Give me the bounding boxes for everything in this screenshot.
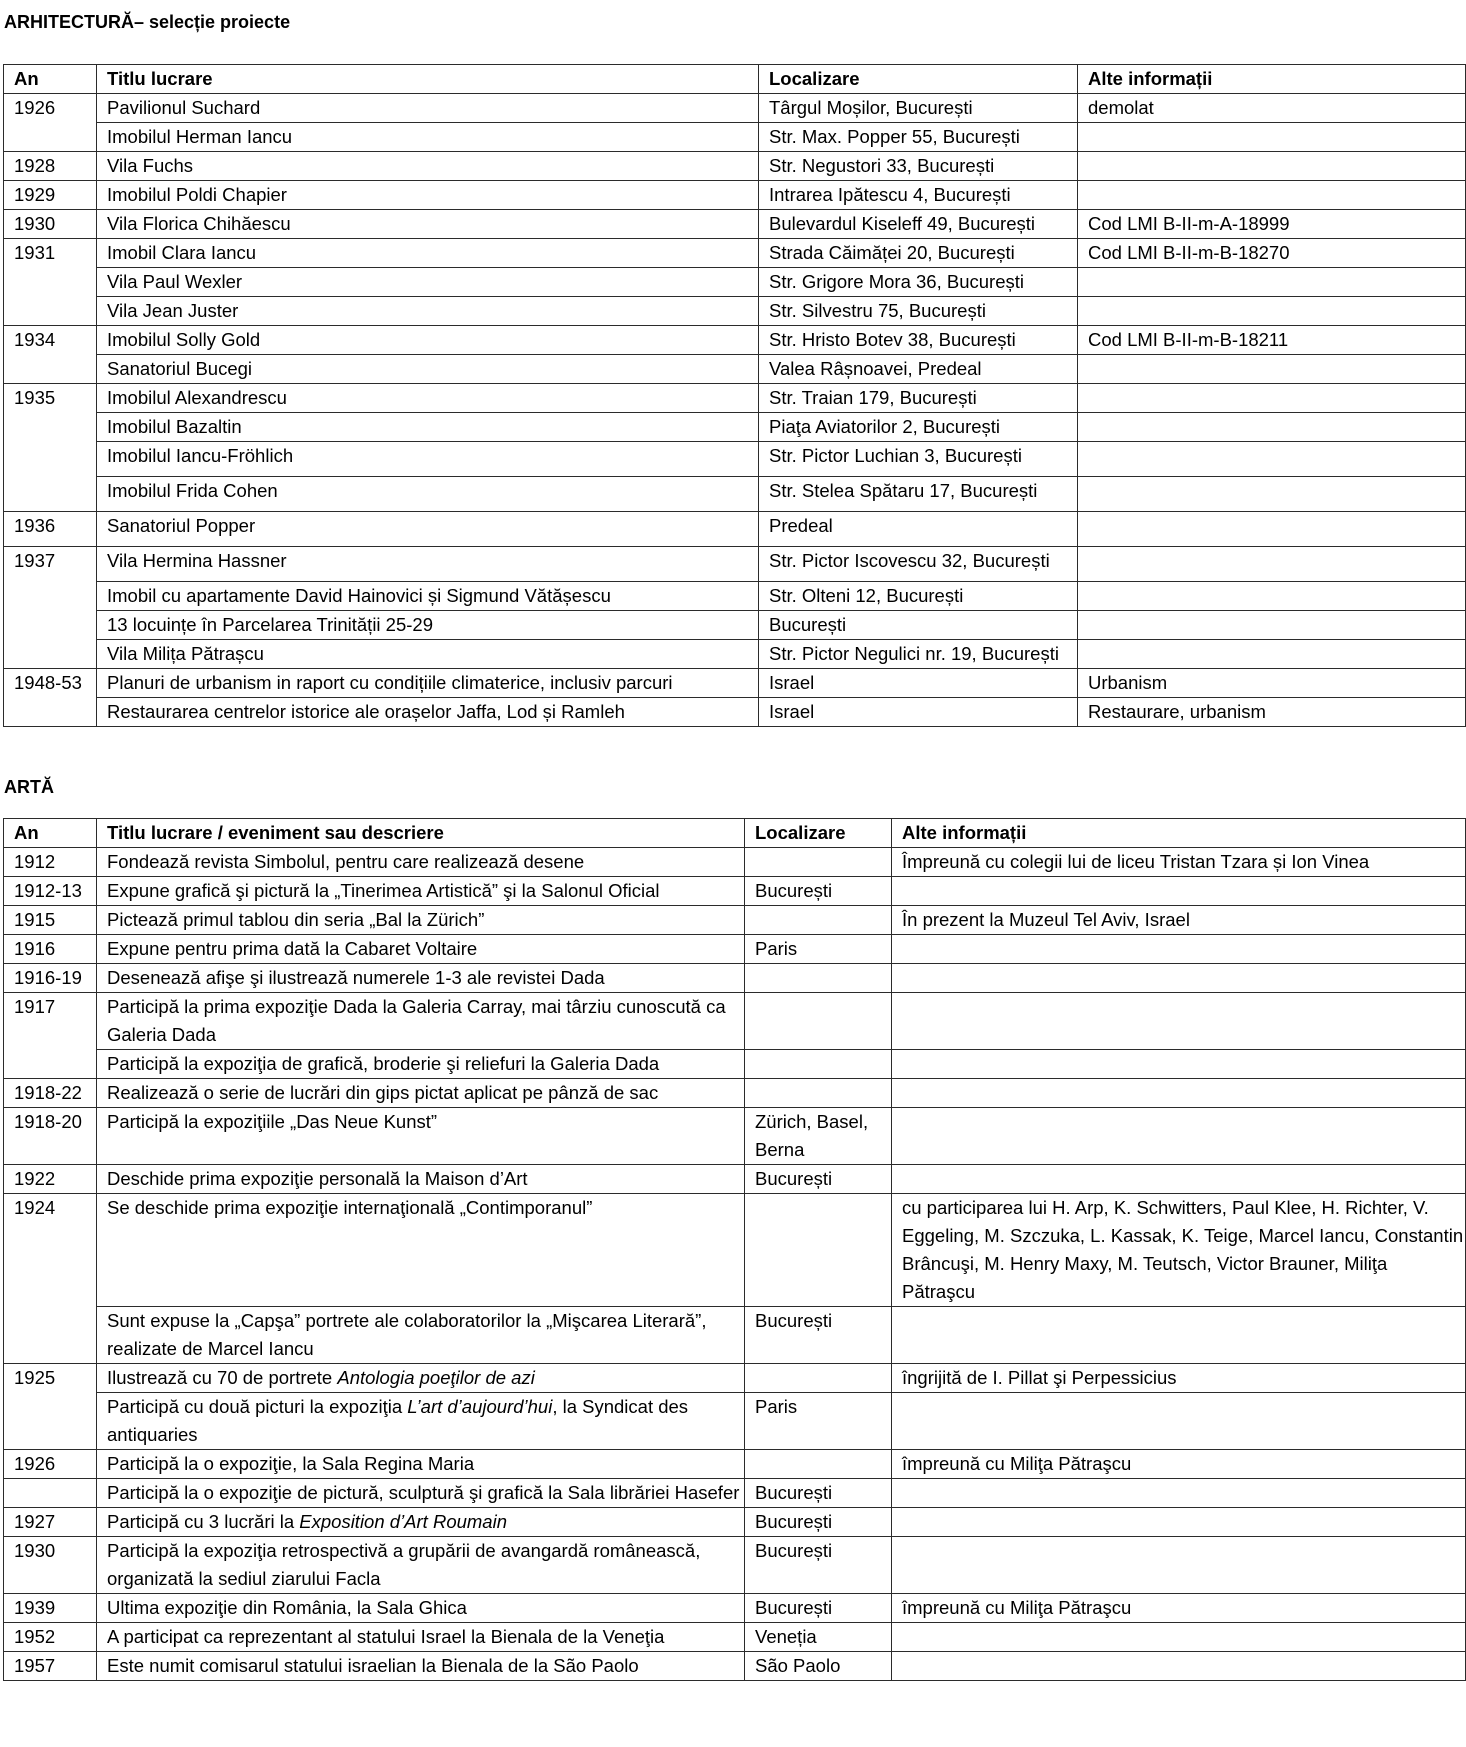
title-cell: Ultima expoziţie din România, la Sala Ghica (97, 1594, 745, 1623)
table-row (4, 239, 1466, 268)
table-row (4, 1594, 1466, 1623)
year-cell: 1926 (4, 1450, 97, 1479)
info-cell: cu participarea lui H. Arp, K. Schwitters, Paul Klee, H. Richter, V. Eggeling, M. Szczuka, L. Kassak, K. Teige, Marcel Iancu, Constantin Brâncuşi, M. Henry Maxy, M. Teutsch, Victor Brauner, Miliţa Pătraşcu (892, 1194, 1466, 1307)
year-cell: 1915 (4, 906, 97, 935)
title-cell: Imobilul Alexandrescu (97, 384, 759, 413)
location-cell: Piaţa Aviatorilor 2, București (759, 413, 1078, 442)
info-cell (892, 1479, 1466, 1508)
location-cell (745, 1194, 892, 1307)
header-location: Localizare (759, 65, 1078, 94)
info-cell (892, 877, 1466, 906)
title-cell: Deschide prima expoziţie personală la Maison d’Art (97, 1165, 745, 1194)
year-cell: 1935 (4, 384, 97, 512)
title-cell: Vila Paul Wexler (97, 268, 759, 297)
info-cell (1078, 547, 1466, 582)
table-row (4, 512, 1466, 547)
table-row (4, 1508, 1466, 1537)
info-cell (892, 1108, 1466, 1165)
year-cell: 1918-22 (4, 1079, 97, 1108)
info-cell: Cod LMI B-II-m-A-18999 (1078, 210, 1466, 239)
location-cell (745, 906, 892, 935)
table-row (4, 848, 1466, 877)
title-cell: Pavilionul Suchard (97, 94, 759, 123)
table-row (4, 355, 1466, 384)
title-cell: Imobilul Bazaltin (97, 413, 759, 442)
title-text: Participă cu 3 lucrări la (107, 1511, 300, 1532)
location-cell: Bulevardul Kiseleff 49, București (759, 210, 1078, 239)
location-cell: Veneția (745, 1623, 892, 1652)
art-section-title: ARTĂ (4, 777, 54, 797)
location-cell: Str. Stelea Spătaru 17, București (759, 477, 1078, 512)
year-cell: 1928 (4, 152, 97, 181)
table-row (4, 1450, 1466, 1479)
title-cell: Imobilul Frida Cohen (97, 477, 759, 512)
info-cell (1078, 640, 1466, 669)
year-cell: 1924 (4, 1194, 97, 1364)
title-cell: Participă la expoziţiile „Das Neue Kunst” (97, 1108, 745, 1165)
title-text: Ilustrează cu 70 de portrete (107, 1367, 338, 1388)
table-header-row (4, 819, 1466, 848)
info-cell: Urbanism (1078, 669, 1466, 698)
info-cell (1078, 355, 1466, 384)
header-title: Titlu lucrare (97, 65, 759, 94)
table-row (4, 210, 1466, 239)
title-cell: 13 locuințe în Parcelarea Trinității 25-29 (97, 611, 759, 640)
location-cell: Intrarea Ipătescu 4, București (759, 181, 1078, 210)
table-row (4, 1652, 1466, 1681)
title-cell: Sanatoriul Popper (97, 512, 759, 547)
info-cell (1078, 512, 1466, 547)
info-cell (1078, 384, 1466, 413)
table-row (4, 384, 1466, 413)
table-row (4, 993, 1466, 1050)
location-cell (745, 964, 892, 993)
location-cell (745, 1050, 892, 1079)
location-cell (745, 1364, 892, 1393)
title-italic: L’art d’aujourd’hui (407, 1396, 553, 1417)
table-row (4, 1108, 1466, 1165)
title-cell (97, 1364, 745, 1393)
year-cell: 1934 (4, 326, 97, 384)
location-cell: București (745, 1594, 892, 1623)
table-row (4, 1050, 1466, 1079)
title-italic: Exposition d’Art Roumain (299, 1511, 507, 1532)
location-cell (745, 848, 892, 877)
location-cell: Târgul Moșilor, București (759, 94, 1078, 123)
info-cell: îngrijită de I. Pillat şi Perpessicius (892, 1364, 1466, 1393)
table-row (4, 297, 1466, 326)
location-cell: Paris (745, 935, 892, 964)
info-cell (892, 964, 1466, 993)
table-row (4, 935, 1466, 964)
location-cell: Str. Hristo Botev 38, București (759, 326, 1078, 355)
year-cell: 1926 (4, 94, 97, 152)
year-cell: 1952 (4, 1623, 97, 1652)
title-cell: A participat ca reprezentant al statului Israel la Bienala de la Veneţia (97, 1623, 745, 1652)
table-row (4, 123, 1466, 152)
location-cell: București (745, 1508, 892, 1537)
year-cell: 1929 (4, 181, 97, 210)
info-cell (1078, 582, 1466, 611)
art-table (3, 818, 1466, 1681)
year-cell: 1912 (4, 848, 97, 877)
info-cell: demolat (1078, 94, 1466, 123)
info-cell (1078, 123, 1466, 152)
location-cell: Str. Silvestru 75, București (759, 297, 1078, 326)
table-row (4, 669, 1466, 698)
title-cell: Sanatoriul Bucegi (97, 355, 759, 384)
header-location: Localizare (745, 819, 892, 848)
location-cell: Str. Max. Popper 55, București (759, 123, 1078, 152)
table-row (4, 698, 1466, 727)
info-cell (892, 1393, 1466, 1450)
table-row (4, 152, 1466, 181)
architecture-table (3, 64, 1466, 727)
header-title: Titlu lucrare / eveniment sau descriere (97, 819, 745, 848)
table-row (4, 1165, 1466, 1194)
location-cell: Israel (759, 698, 1078, 727)
info-cell (892, 1652, 1466, 1681)
title-cell: Pictează primul tablou din seria „Bal la Zürich” (97, 906, 745, 935)
title-cell: Participă la expoziţia de grafică, broderie şi reliefuri la Galeria Dada (97, 1050, 745, 1079)
info-cell (1078, 477, 1466, 512)
info-cell (892, 1508, 1466, 1537)
title-cell: Vila Jean Juster (97, 297, 759, 326)
year-cell: 1922 (4, 1165, 97, 1194)
location-cell: Str. Pictor Luchian 3, București (759, 442, 1078, 477)
title-cell: Este numit comisarul statului israelian la Bienala de la São Paolo (97, 1652, 745, 1681)
info-cell: Cod LMI B-II-m-B-18211 (1078, 326, 1466, 355)
title-cell: Imobil Clara Iancu (97, 239, 759, 268)
info-cell (1078, 413, 1466, 442)
info-cell (892, 1079, 1466, 1108)
table-row (4, 1307, 1466, 1364)
title-cell: Restaurarea centrelor istorice ale orașelor Jaffa, Lod și Ramleh (97, 698, 759, 727)
title-italic: Antologia poeţilor de azi (337, 1367, 535, 1388)
table-row (4, 1364, 1466, 1393)
info-cell (1078, 442, 1466, 477)
info-cell (892, 1537, 1466, 1594)
title-cell: Desenează afişe şi ilustrează numerele 1-3 ale revistei Dada (97, 964, 745, 993)
title-cell: Vila Fuchs (97, 152, 759, 181)
year-cell: 1917 (4, 993, 97, 1079)
year-cell: 1930 (4, 210, 97, 239)
info-cell (1078, 152, 1466, 181)
location-cell: Str. Grigore Mora 36, București (759, 268, 1078, 297)
info-cell (892, 1623, 1466, 1652)
table-header-row (4, 65, 1466, 94)
title-cell: Expune grafică şi pictură la „Tinerimea Artistică” şi la Salonul Oficial (97, 877, 745, 906)
title-cell: Se deschide prima expoziţie internaţională „Contimporanul” (97, 1194, 745, 1307)
location-cell: București (759, 611, 1078, 640)
table-row (4, 477, 1466, 512)
title-cell (97, 1508, 745, 1537)
location-cell: Str. Traian 179, București (759, 384, 1078, 413)
info-cell (892, 1050, 1466, 1079)
location-cell: Str. Pictor Iscovescu 32, București (759, 547, 1078, 582)
year-cell: 1916-19 (4, 964, 97, 993)
title-cell (97, 1393, 745, 1450)
year-cell: 1931 (4, 239, 97, 326)
info-cell (892, 993, 1466, 1050)
year-cell: 1930 (4, 1537, 97, 1594)
year-cell (4, 1479, 97, 1508)
title-cell: Imobil cu apartamente David Hainovici și Sigmund Vătășescu (97, 582, 759, 611)
title-cell: Imobilul Iancu-Fröhlich (97, 442, 759, 477)
table-row (4, 1393, 1466, 1450)
table-row (4, 582, 1466, 611)
location-cell: Valea Râșnoavei, Predeal (759, 355, 1078, 384)
table-row (4, 964, 1466, 993)
header-info: Alte informații (892, 819, 1466, 848)
table-row (4, 442, 1466, 477)
title-cell: Realizează o serie de lucrări din gips pictat aplicat pe pânză de sac (97, 1079, 745, 1108)
table-row (4, 1479, 1466, 1508)
info-cell: împreună cu Miliţa Pătraşcu (892, 1594, 1466, 1623)
info-cell (892, 935, 1466, 964)
title-cell: Participă la o expoziţie, la Sala Regina Maria (97, 1450, 745, 1479)
title-cell: Imobilul Poldi Chapier (97, 181, 759, 210)
location-cell (745, 1450, 892, 1479)
year-cell: 1912-13 (4, 877, 97, 906)
architecture-section-title: ARHITECTURĂ– selecție proiecte (4, 12, 291, 32)
table-row (4, 94, 1466, 123)
info-cell (1078, 268, 1466, 297)
year-cell: 1957 (4, 1652, 97, 1681)
year-cell: 1937 (4, 547, 97, 669)
header-year: An (4, 65, 97, 94)
table-row (4, 611, 1466, 640)
info-cell: împreună cu Miliţa Pătraşcu (892, 1450, 1466, 1479)
location-cell: Str. Pictor Negulici nr. 19, București (759, 640, 1078, 669)
info-cell (892, 1307, 1466, 1364)
year-cell: 1948-53 (4, 669, 97, 727)
year-cell: 1925 (4, 1364, 97, 1450)
title-cell: Vila Hermina Hassner (97, 547, 759, 582)
location-cell: Str. Olteni 12, București (759, 582, 1078, 611)
title-cell: Imobilul Solly Gold (97, 326, 759, 355)
table-row (4, 640, 1466, 669)
year-cell: 1916 (4, 935, 97, 964)
info-cell (1078, 297, 1466, 326)
table-row (4, 1537, 1466, 1594)
table-row (4, 268, 1466, 297)
table-row (4, 326, 1466, 355)
info-cell: Împreună cu colegii lui de liceu Tristan Tzara și Ion Vinea (892, 848, 1466, 877)
title-cell: Sunt expuse la „Capşa” portrete ale colaboratorilor la „Mişcarea Literară”, realizate de Marcel Iancu (97, 1307, 745, 1364)
title-cell: Participă la o expoziţie de pictură, sculptură şi grafică la Sala librăriei Hasefer (97, 1479, 745, 1508)
year-cell: 1939 (4, 1594, 97, 1623)
year-cell: 1918-20 (4, 1108, 97, 1165)
table-row (4, 877, 1466, 906)
location-cell (745, 1079, 892, 1108)
title-cell: Fondează revista Simbolul, pentru care realizează desene (97, 848, 745, 877)
table-row (4, 1623, 1466, 1652)
title-text: , la Syndicat des antiquaries (107, 1396, 689, 1445)
title-cell: Participă la expoziţia retrospectivă a grupării de avangardă românească, organizată la sediul ziarului Facla (97, 1537, 745, 1594)
location-cell: București (745, 1307, 892, 1364)
info-cell: Restaurare, urbanism (1078, 698, 1466, 727)
location-cell: București (745, 1479, 892, 1508)
info-cell (892, 1165, 1466, 1194)
title-cell: Vila Florica Chihăescu (97, 210, 759, 239)
title-cell: Participă la prima expoziţie Dada la Galeria Carray, mai târziu cunoscută ca Galeria Dada (97, 993, 745, 1050)
table-row (4, 413, 1466, 442)
location-cell: Israel (759, 669, 1078, 698)
table-row (4, 1194, 1466, 1307)
title-text: Participă cu două picturi la expoziţia (107, 1396, 408, 1417)
location-cell: São Paolo (745, 1652, 892, 1681)
location-cell: Zürich, Basel, Berna (745, 1108, 892, 1165)
title-cell: Expune pentru prima dată la Cabaret Voltaire (97, 935, 745, 964)
location-cell: București (745, 1537, 892, 1594)
info-cell: Cod LMI B-II-m-B-18270 (1078, 239, 1466, 268)
info-cell (1078, 611, 1466, 640)
table-row (4, 906, 1466, 935)
location-cell (745, 993, 892, 1050)
info-cell (1078, 181, 1466, 210)
location-cell: Strada Căimăței 20, București (759, 239, 1078, 268)
table-row (4, 181, 1466, 210)
table-row (4, 547, 1466, 582)
header-year: An (4, 819, 97, 848)
location-cell: Paris (745, 1393, 892, 1450)
title-cell: Imobilul Herman Iancu (97, 123, 759, 152)
header-info: Alte informații (1078, 65, 1466, 94)
location-cell: Str. Negustori 33, București (759, 152, 1078, 181)
year-cell: 1927 (4, 1508, 97, 1537)
location-cell: București (745, 1165, 892, 1194)
info-cell: În prezent la Muzeul Tel Aviv, Israel (892, 906, 1466, 935)
year-cell: 1936 (4, 512, 97, 547)
location-cell: Predeal (759, 512, 1078, 547)
title-cell: Vila Milița Pătrașcu (97, 640, 759, 669)
table-row (4, 1079, 1466, 1108)
location-cell: București (745, 877, 892, 906)
title-cell: Planuri de urbanism in raport cu condițiile climaterice, inclusiv parcuri (97, 669, 759, 698)
